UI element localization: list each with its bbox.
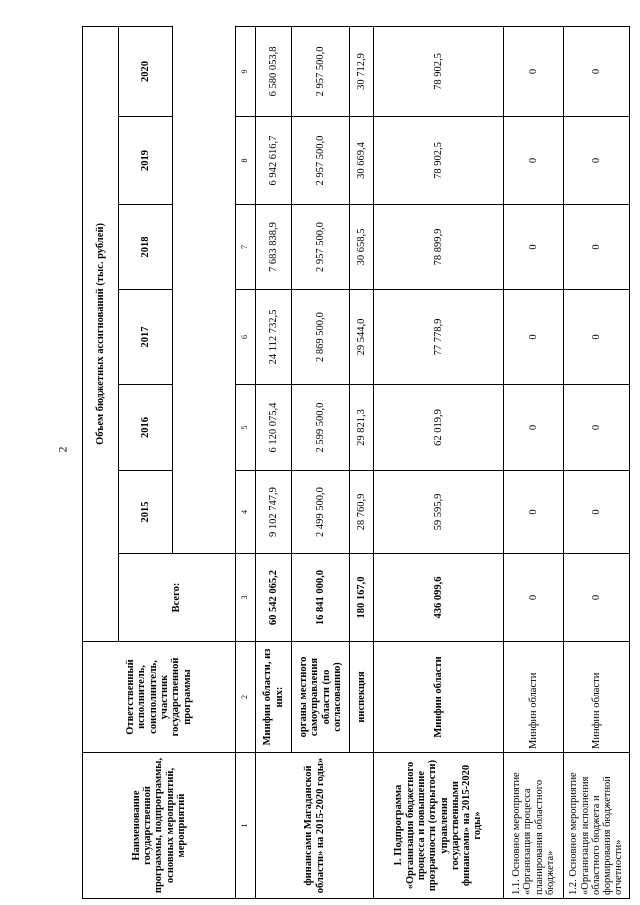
- header-volume: Объем бюджетных ассигнований (тыс. рублей): [83, 26, 119, 641]
- column-index: 4: [236, 471, 256, 554]
- value-cell: 0: [504, 117, 564, 205]
- value-cell: 0: [504, 205, 564, 290]
- value-cell: 29 821,3: [350, 385, 374, 471]
- total-cell: 436 099,6: [374, 554, 504, 642]
- header-row-1: [83, 26, 119, 898]
- value-cell: 28 760,9: [350, 471, 374, 554]
- value-cell: 9 102 747,9: [256, 471, 292, 554]
- value-cell: 0: [564, 117, 630, 205]
- value-cell: 0: [564, 205, 630, 290]
- value-cell: 2 869 500,0: [292, 290, 350, 385]
- activity-name-cell: 1.1. Основное мероприятие «Организация процесса планирования областного бюджета»: [504, 753, 564, 899]
- total-cell: 16 841 000,0: [292, 554, 350, 642]
- column-index: 8: [236, 117, 256, 205]
- value-cell: 0: [504, 385, 564, 471]
- value-cell: 6 580 053,8: [256, 26, 292, 116]
- index-row: [236, 26, 256, 898]
- total-cell: 180 167,0: [350, 554, 374, 642]
- header-year: 2016: [119, 385, 173, 471]
- total-cell: 60 542 065,2: [256, 554, 292, 642]
- executor-cell: Минфин области: [564, 642, 630, 753]
- column-index: 3: [236, 554, 256, 642]
- column-index: 7: [236, 205, 256, 290]
- value-cell: 0: [564, 385, 630, 471]
- value-cell: 0: [564, 26, 630, 116]
- table-row: [504, 26, 564, 898]
- value-cell: 0: [564, 290, 630, 385]
- value-cell: 2 599 500,0: [292, 385, 350, 471]
- program-name-cell: финансами Магаданской области» на 2015-2020 годы»: [256, 753, 374, 899]
- header-year: 2019: [119, 117, 173, 205]
- header-year: 2015: [119, 471, 173, 554]
- header-year: 2017: [119, 290, 173, 385]
- value-cell: 0: [564, 471, 630, 554]
- rotated-table-area: [82, 27, 630, 899]
- column-index: 2: [236, 642, 256, 753]
- executor-cell: инспекция: [350, 642, 374, 753]
- value-cell: 2 499 500,0: [292, 471, 350, 554]
- activity-name-cell: 1.2. Основное мероприятие «Организация исполнения областного бюджета и формирования бюджетной отчетности»: [564, 753, 630, 899]
- executor-cell: органы местного самоуправления области (по согласованию): [292, 642, 350, 753]
- value-cell: 2 957 500,0: [292, 205, 350, 290]
- value-cell: 0: [504, 290, 564, 385]
- value-cell: 30 658,5: [350, 205, 374, 290]
- value-cell: 62 019,9: [374, 385, 504, 471]
- value-cell: 78 902,5: [374, 117, 504, 205]
- header-name: Наименование государственной программы, подпрограммы, основных мероприятий, мероприятий: [83, 753, 236, 899]
- total-cell: 0: [564, 554, 630, 642]
- value-cell: 78 899,9: [374, 205, 504, 290]
- executor-cell: Минфин области, из них:: [256, 642, 292, 753]
- value-cell: 2 957 500,0: [292, 26, 350, 116]
- subprogram-name-cell: 1. Подпрограмма «Организация бюджетного процесса и повышение прозрачности (открытости) управления государственными финансами» на 2015-2020 годы»: [374, 753, 504, 899]
- value-cell: 29 544,0: [350, 290, 374, 385]
- total-cell: 0: [504, 554, 564, 642]
- table-row: [564, 26, 630, 898]
- value-cell: 2 957 500,0: [292, 117, 350, 205]
- page-number: 2: [55, 446, 70, 453]
- value-cell: 59 595,9: [374, 471, 504, 554]
- table-container: [82, 27, 630, 899]
- column-index: 6: [236, 290, 256, 385]
- value-cell: 0: [504, 26, 564, 116]
- table-row: [374, 26, 504, 898]
- value-cell: 30 712,9: [350, 26, 374, 116]
- value-cell: 24 112 732,5: [256, 290, 292, 385]
- column-index: 9: [236, 26, 256, 116]
- value-cell: 30 669,4: [350, 117, 374, 205]
- table-row: [256, 26, 292, 898]
- header-executor: Ответственный исполнитель, соисполнитель, участник государственной программы: [83, 642, 236, 753]
- budget-table: [82, 26, 630, 899]
- value-cell: 78 902,5: [374, 26, 504, 116]
- value-cell: 7 683 838,9: [256, 205, 292, 290]
- header-year: 2018: [119, 205, 173, 290]
- column-index: 1: [236, 753, 256, 899]
- column-index: 5: [236, 385, 256, 471]
- value-cell: 6 120 075,4: [256, 385, 292, 471]
- value-cell: 0: [504, 471, 564, 554]
- header-total: Всего:: [119, 554, 236, 642]
- executor-cell: Минфин области: [374, 642, 504, 753]
- value-cell: 77 778,9: [374, 290, 504, 385]
- value-cell: 6 942 616,7: [256, 117, 292, 205]
- executor-cell: Минфин области: [504, 642, 564, 753]
- header-year: 2020: [119, 26, 173, 116]
